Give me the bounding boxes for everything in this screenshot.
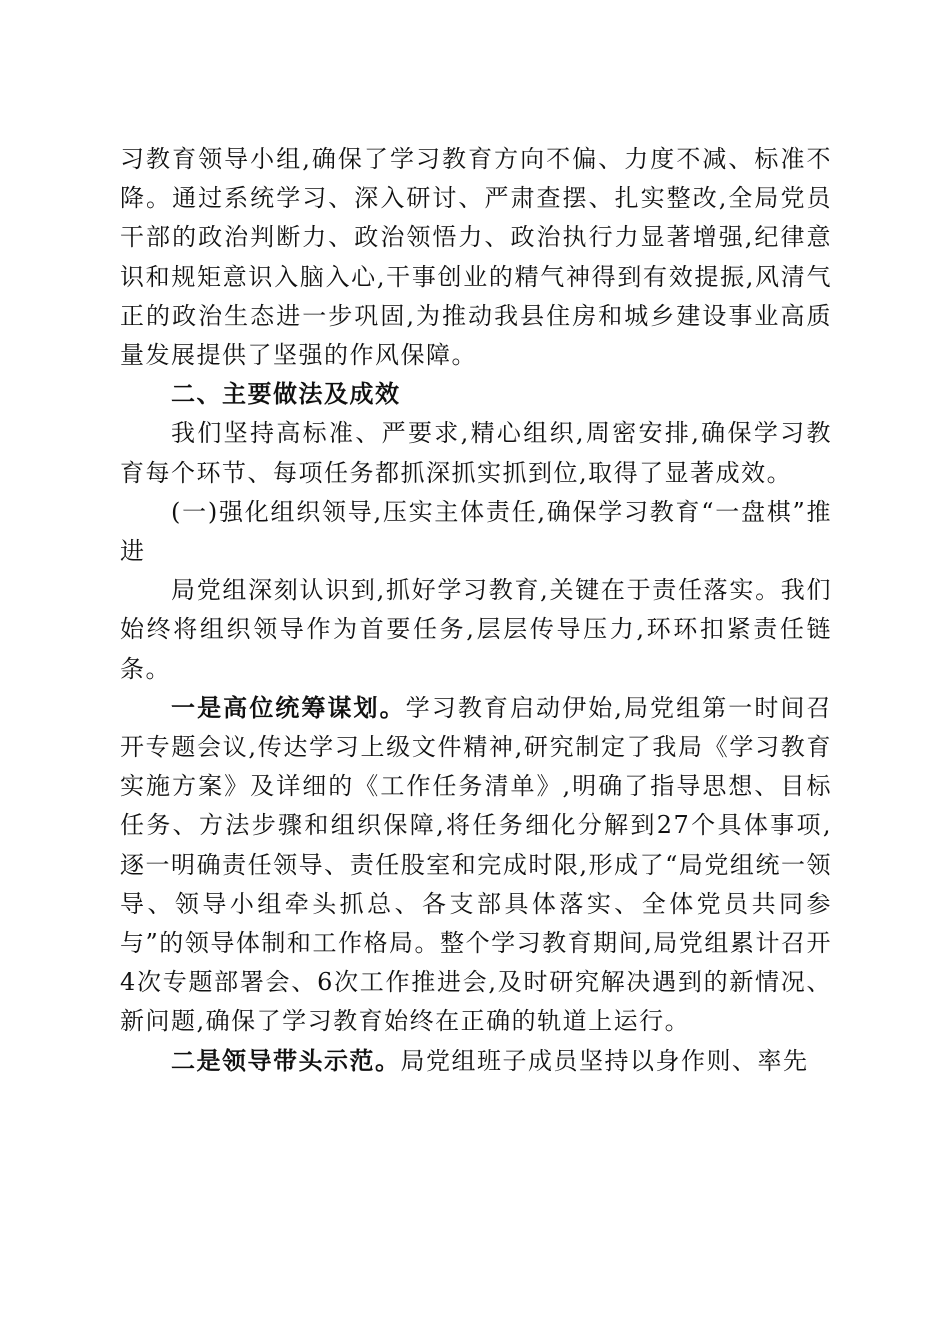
paragraph-4-lead: 一是高位统筹谋划。 <box>171 693 406 722</box>
subheading: (一)强化组织领导,压实主体责任,确保学习教育“一盘棋”推进 <box>120 497 832 566</box>
paragraph-5 <box>120 1042 832 1081</box>
paragraph-3: 局党组深刻认识到,抓好学习教育,关键在于责任落实。我们始终将组织领导作为首要任务,层层传导压力,环环扣紧责任链条。 <box>120 576 832 683</box>
paragraph-4 <box>120 689 832 1042</box>
document-page <box>120 140 832 1081</box>
paragraph-2: 我们坚持高标准、严要求,精心组织,周密安排,确保学习教育每个环节、每项任务都抓深抓实抓到位,取得了显著成效。 <box>120 419 832 487</box>
paragraph-1: 习教育领导小组,确保了学习教育方向不偏、力度不减、标准不降。通过系统学习、深入研讨、严肃查摆、扎实整改,全局党员干部的政治判断力、政治领悟力、政治执行力显著增强,纪律意识和规矩意识入脑入心,干事创业的精气神得到有效提振,风清气正的政治生态进一步巩固,为推动我县住房和城乡建设事业高质量发展提供了坚强的作风保障。 <box>120 145 832 370</box>
paragraph-5-body: 局党组班子成员坚持以身作则、率先 <box>400 1046 809 1075</box>
section-heading: 二、主要做法及成效 <box>171 380 401 409</box>
paragraph-5-lead: 二是领导带头示范。 <box>171 1046 401 1075</box>
paragraph-4-body: 学习教育启动伊始,局党组第一时间召开专题会议,传达学习上级文件精神,研究制定了我局《学习教育实施方案》及详细的《工作任务清单》,明确了指导思想、目标任务、方法步骤和组织保障,将任务细化分解到27个具体事项,逐一明确责任领导、责任股室和完成时限,形成了“局党组统一领导、领导小组牵头抓总、各支部具体落实、全体党员共同参与”的领导体制和工作格局。整个学习教育期间,局党组累计召开4次专题部署会、6次工作推进会,及时研究解决遇到的新情况、新问题,确保了学习教育始终在正确的轨道上运行。 <box>120 693 832 1036</box>
